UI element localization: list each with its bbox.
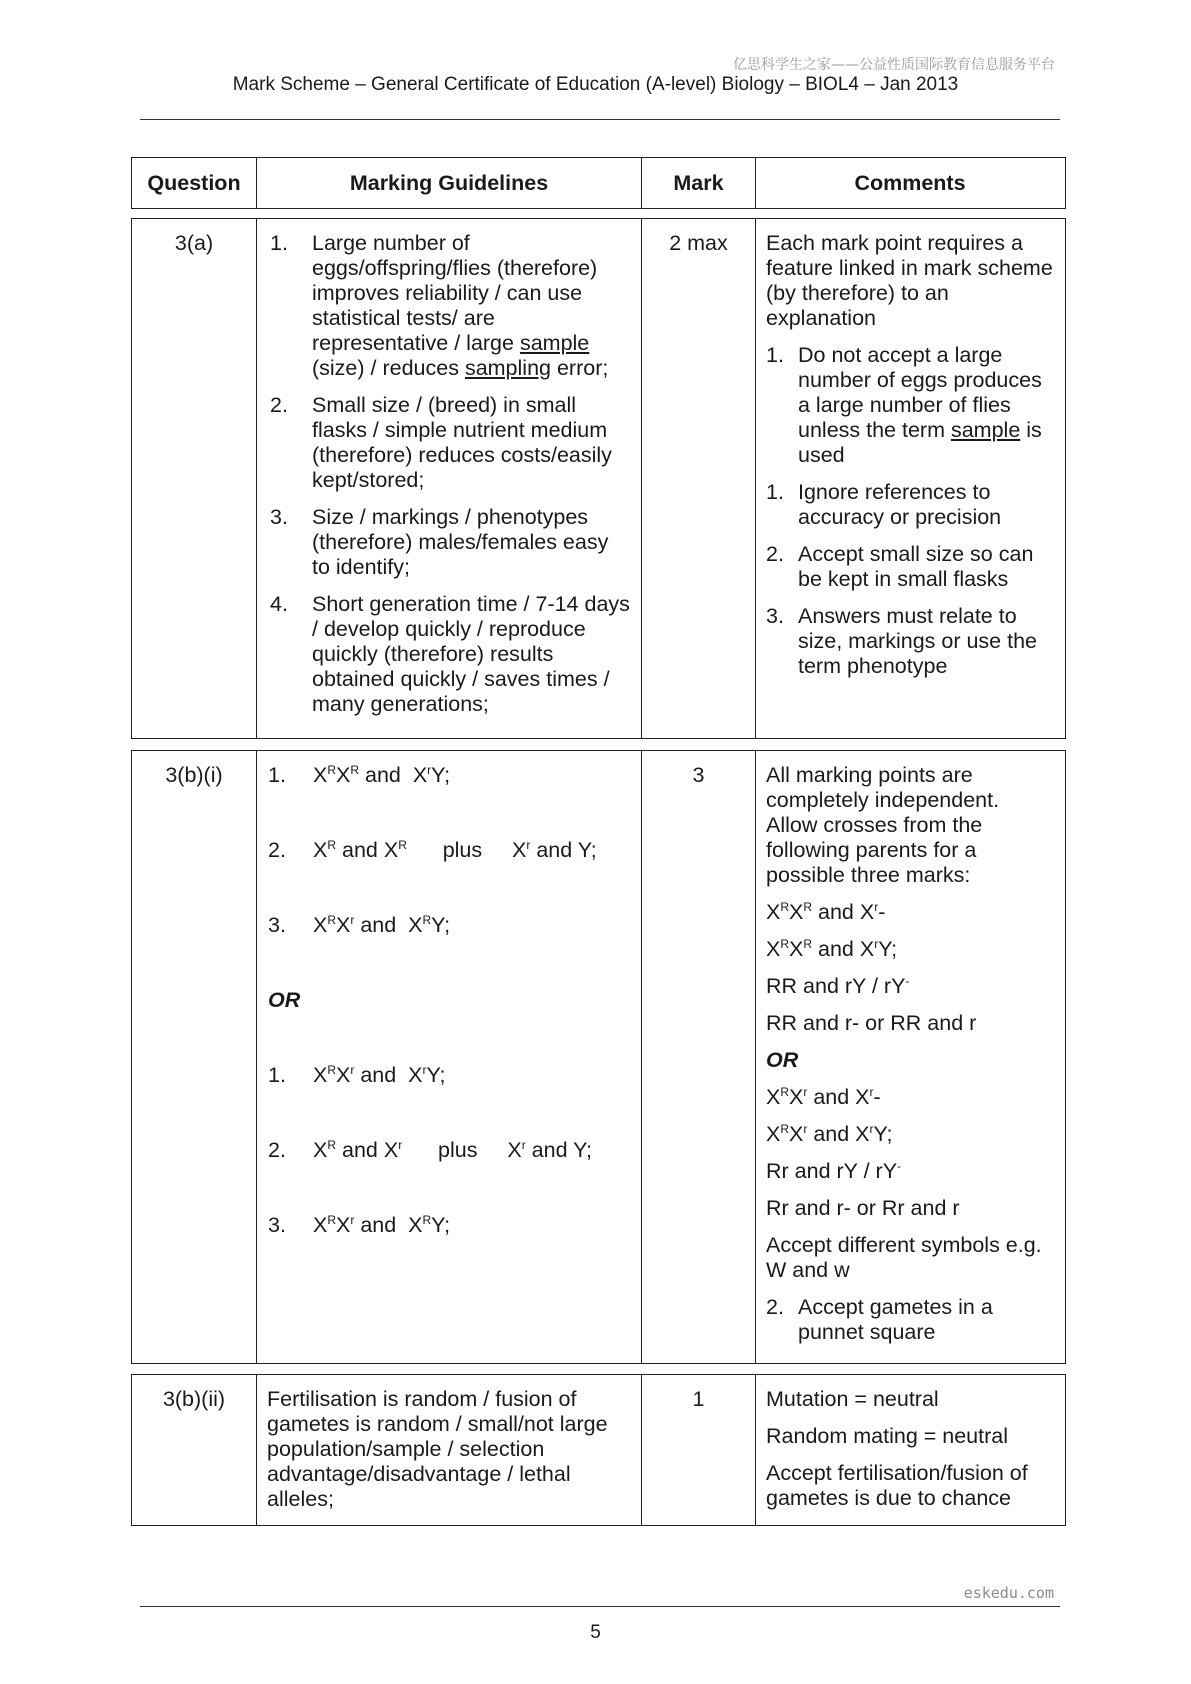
comment-intro: All marking points are completely independent. Allow crosses from the following parents for a possible three marks:: [766, 763, 1000, 887]
comments: [756, 219, 1064, 738]
question-number: 3(a): [132, 219, 257, 738]
question-number: 3(b)(i): [132, 751, 257, 1363]
marking-guidelines: Fertilisation is random / fusion of gametes is random / small/not large population/sample / selection advantage/disadvantage / lethal alleles;: [257, 1375, 642, 1525]
marking-guidelines: [257, 751, 642, 1363]
genotype-line-4: 1. $X^RX^r$ and $X^rY$;: [268, 1063, 446, 1087]
comment-intro: Each mark point requires a feature linked in mark scheme (by therefore) to an explanation: [766, 231, 1053, 330]
comment-item: 2. Accept small size so can be kept in small flasks: [766, 542, 1034, 591]
comment-genotype: Rr and r- or Rr and r: [766, 1196, 960, 1220]
marking-guidelines: [257, 219, 642, 738]
footer-rule: [140, 1606, 1060, 1607]
table-row-3bii: [131, 1374, 1066, 1526]
mark-value: 2 max: [642, 219, 756, 738]
comment-item: 3. Answers must relate to size, markings or use the term phenotype: [766, 604, 1037, 678]
table-row-3bi: [131, 750, 1066, 1364]
page-header-title: Mark Scheme – General Certificate of Education (A-level) Biology – BIOL4 – Jan 2013: [232, 74, 959, 95]
comment-genotype: RR and r- or RR and r: [766, 1011, 977, 1035]
comment-genotype: $X^RX^R$ and $X^r-$: [766, 900, 886, 924]
question-number: 3(b)(ii): [132, 1375, 257, 1525]
table-header: [131, 157, 1066, 209]
header-rule: [140, 119, 1060, 120]
page-number: 5: [590, 1622, 601, 1643]
comment-genotype: $X^RX^R$ and $X^rY$;: [766, 937, 898, 961]
comment-genotype: $X^RX^r$ and $X^r-$: [766, 1085, 881, 1109]
comment-genotype: RR and rY / rY-: [766, 974, 910, 998]
genotype-line-3: 3. $X^RX^r$ and $X^RY$;: [268, 913, 451, 937]
col-header-guidelines: Marking Guidelines: [257, 158, 642, 208]
comment-item: Accept fertilisation/fusion of gametes is due to chance: [766, 1461, 1028, 1510]
table-row-3a: [131, 218, 1066, 739]
col-header-comments: Comments: [854, 170, 966, 195]
comment-symbols: Accept different symbols e.g. W and w: [766, 1233, 1042, 1282]
genotype-line-6: 3. $X^RX^r$ and $X^RY$;: [268, 1213, 451, 1237]
comments: [756, 1375, 1064, 1525]
genotype-line-2: 2. $X^R$ and $X^R$ plus $X^r$ and Y;: [268, 838, 597, 862]
genotype-line-5: 2. $X^R$ and $X^r$ plus $X^r$ and Y;: [268, 1138, 593, 1162]
watermark-top: 亿思科学生之家——公益性质国际教育信息服务平台: [733, 57, 1055, 73]
comment-or-label: OR: [766, 1048, 799, 1072]
col-header-question: Question: [132, 158, 257, 208]
comment-genotype: Rr and rY / rY-: [766, 1159, 902, 1183]
comment-genotype: $X^RX^r$ and $X^rY$;: [766, 1122, 893, 1146]
mark-value: 1: [642, 1375, 756, 1525]
guideline-item: 1. Large number of eggs/offspring/flies (therefore) improves reliability / can use statistical tests/ are representative / large sample (size) / reduces sampling error;: [270, 231, 609, 380]
comments: [756, 751, 1064, 1363]
guideline-item: 2. Small size / (breed) in small flasks / simple nutrient medium (therefore) reduces costs/easily kept/stored;: [270, 393, 612, 492]
guideline-item: 3. Size / markings / phenotypes (therefore) males/females easy to identify;: [270, 505, 609, 579]
comment-item: Mutation = neutral: [766, 1387, 939, 1411]
or-label: OR: [268, 988, 301, 1012]
mark-value: 3: [642, 751, 756, 1363]
genotype-line-1: 1. $X^RX^R$ and $X^rY$;: [268, 763, 451, 787]
col-header-mark: Mark: [642, 158, 756, 208]
comment-item: 1. Ignore references to accuracy or precision: [766, 480, 1002, 529]
guideline-item: 4. Short generation time / 7-14 days / develop quickly / reproduce quickly (therefore) results obtained quickly / saves times / many generations;: [270, 592, 630, 716]
watermark-bottom: eskedu.com: [963, 1584, 1054, 1602]
comment-item: 1. Do not accept a large number of eggs produces a large number of flies unless the term sample is used: [766, 343, 1042, 467]
comment-item: Random mating = neutral: [766, 1424, 1009, 1448]
comment-item: 2. Accept gametes in a punnet square: [766, 1295, 993, 1344]
